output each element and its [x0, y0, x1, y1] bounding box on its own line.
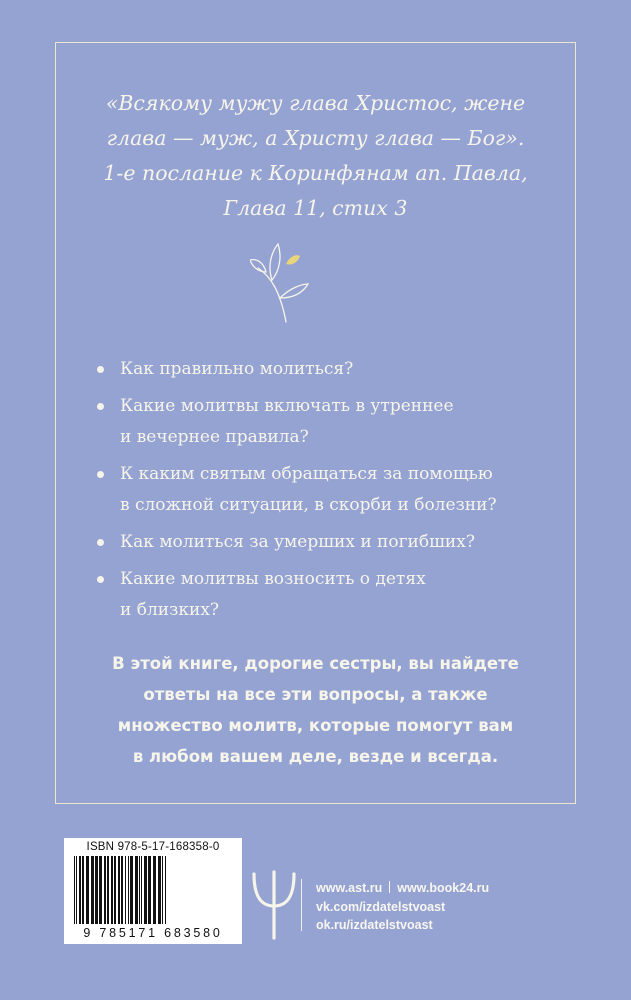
- quote-line: глава — муж, а Христу глава — Бог».: [106, 126, 525, 150]
- barcode-bar: [79, 856, 81, 924]
- summary-line: В этой книге, дорогие сестры, вы найдете: [112, 654, 519, 673]
- barcode-bar: [82, 856, 84, 924]
- barcode-digits: 9 785171 683580: [83, 926, 223, 940]
- barcode-bar: [139, 856, 140, 924]
- question-line: Как правильно молиться?: [120, 359, 354, 379]
- question-line: в сложной ситуации, в скорби и болезни?: [120, 495, 497, 515]
- barcode-bar: [111, 856, 113, 924]
- isbn-label: ISBN 978-5-17-168358-0: [86, 841, 220, 853]
- barcode-bar: [91, 856, 94, 924]
- barcode-bar: [165, 856, 166, 924]
- link-vk[interactable]: vk.com/izdatelstvoast: [316, 899, 446, 914]
- barcode-bar: [153, 856, 156, 924]
- barcode-bar: [148, 856, 151, 924]
- summary-text: [60, 648, 571, 772]
- link-ok[interactable]: ok.ru/izdatelstvoast: [316, 918, 433, 932]
- barcode-bar: [74, 856, 75, 924]
- question-line: и вечернее правила?: [120, 427, 309, 447]
- logo-separator: [301, 879, 302, 931]
- question-line: Как молиться за умерших и погибших?: [120, 532, 475, 552]
- questions-list: [93, 354, 563, 632]
- barcode-bar: [104, 856, 106, 924]
- epigraph-quote: [60, 86, 571, 226]
- barcode-bar: [125, 856, 126, 924]
- isbn-barcode: [64, 838, 242, 944]
- barcode-bars: [72, 856, 234, 926]
- barcode-bar: [99, 856, 102, 924]
- quote-line: 1-е послание к Коринфянам ап. Павла,: [103, 161, 528, 185]
- link-divider: [389, 881, 390, 893]
- summary-line: ответы на все эти вопросы, а также: [143, 685, 488, 704]
- barcode-bar: [76, 856, 77, 924]
- publisher-links: [316, 879, 489, 935]
- question-item: [93, 354, 563, 385]
- question-line: Какие молитвы включать в утреннее: [120, 396, 454, 416]
- psi-logo-icon: [250, 868, 298, 940]
- question-line: и близких?: [120, 600, 220, 620]
- quote-line: Глава 11, стих 3: [223, 196, 408, 220]
- barcode-bar: [95, 856, 98, 924]
- summary-line: в любом вашем деле, везде и всегда.: [132, 747, 499, 766]
- barcode-bar: [86, 856, 89, 924]
- barcode-bar: [118, 856, 120, 924]
- barcode-bar: [135, 856, 138, 924]
- barcode-bar: [130, 856, 133, 924]
- question-item: [93, 391, 563, 453]
- link-ast[interactable]: www.ast.ru: [316, 881, 383, 895]
- question-item: [93, 527, 563, 558]
- question-line: Какие молитвы возносить о детях: [120, 569, 426, 589]
- question-item: [93, 564, 563, 626]
- barcode-bar: [128, 856, 129, 924]
- barcode-bar: [162, 856, 163, 924]
- link-book24[interactable]: www.book24.ru: [397, 881, 490, 895]
- question-line: К каким святым обращаться за помощью: [120, 464, 493, 484]
- summary-line: множество молитв, которые помогут вам: [117, 716, 514, 735]
- question-item: [93, 459, 563, 521]
- leaf-branch-icon: [250, 238, 310, 324]
- barcode-bar: [107, 856, 109, 924]
- barcode-bar: [121, 856, 123, 924]
- barcode-bar: [144, 856, 147, 924]
- barcode-bar: [114, 856, 116, 924]
- barcode-bar: [158, 856, 161, 924]
- barcode-bar: [141, 856, 142, 924]
- quote-line: «Всякому мужу глава Христос, жене: [105, 91, 526, 115]
